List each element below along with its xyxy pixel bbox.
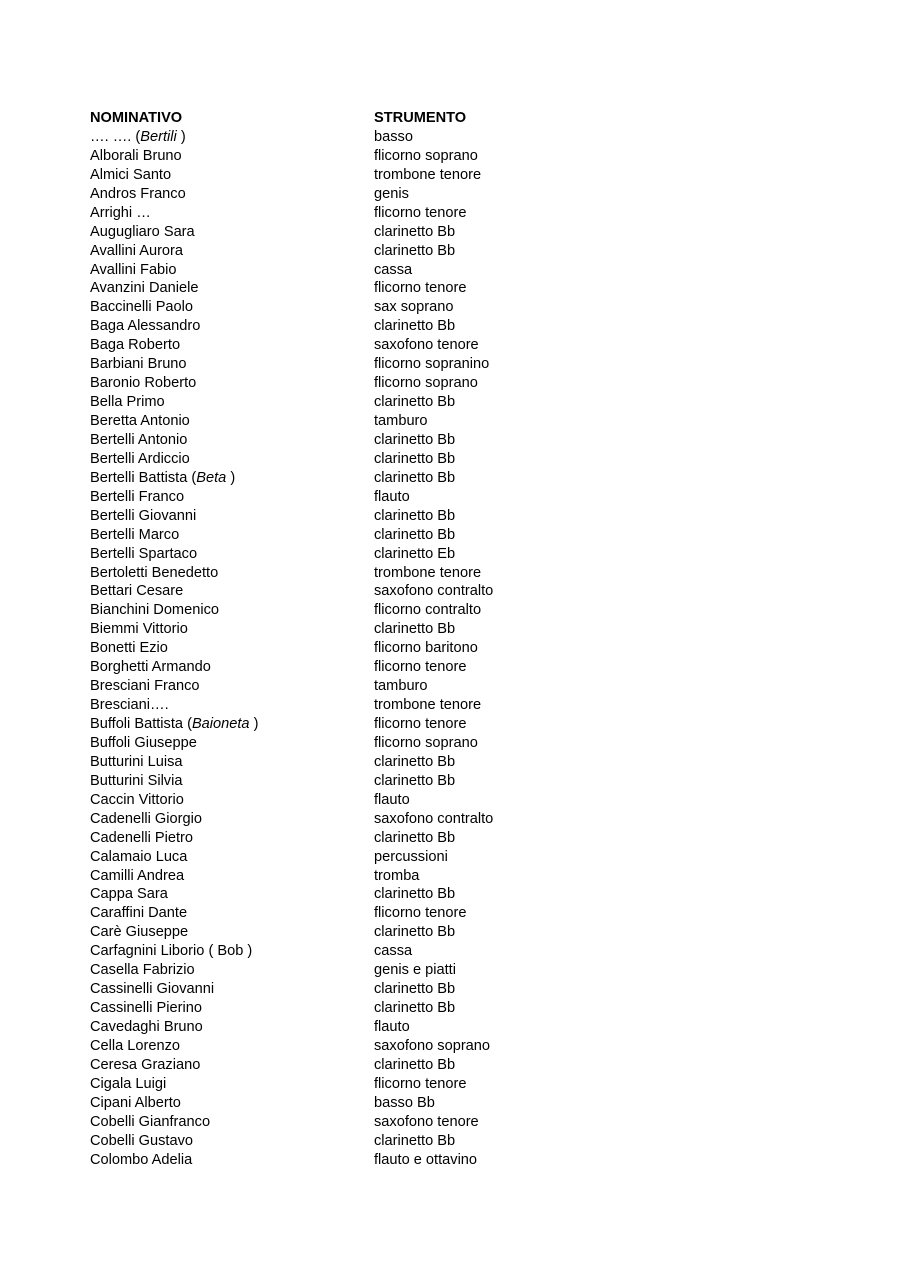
table-row (90, 620, 810, 639)
member-instrument: flicorno tenore (374, 280, 467, 297)
table-row (90, 393, 810, 412)
member-name (90, 904, 374, 923)
member-instrument: clarinetto Bb (374, 469, 456, 486)
member-name-text: Caraffini Dante (90, 905, 188, 922)
member-instrument: clarinetto Bb (374, 981, 456, 998)
table-row (90, 261, 810, 280)
member-instrument: basso Bb (374, 1094, 435, 1111)
member-name-text: Butturini Luisa (90, 753, 183, 770)
member-name-text: Baga Roberto (90, 337, 181, 354)
member-instrument: clarinetto Bb (374, 621, 456, 638)
member-instrument: trombone tenore (374, 564, 482, 581)
member-name-text: …. …. ( (90, 128, 141, 145)
member-name-text: Buffoli Giuseppe (90, 734, 197, 751)
member-name (90, 298, 374, 317)
table-header (90, 109, 810, 128)
member-instrument: flicorno baritono (374, 640, 478, 657)
member-name-text: Camilli Andrea (90, 867, 185, 884)
member-name-text: Andros Franco (90, 185, 186, 202)
member-instrument: genis e piatti (374, 962, 456, 979)
member-name-text: Bertoletti Benedetto (90, 564, 219, 581)
member-instrument: cassa (374, 943, 413, 960)
member-instrument: clarinetto Bb (374, 1000, 456, 1017)
member-name (90, 791, 374, 810)
member-name (90, 166, 374, 185)
member-name-text: Bertelli Antonio (90, 431, 188, 448)
member-name (90, 374, 374, 393)
member-instrument: clarinetto Bb (374, 242, 456, 259)
table-row (90, 412, 810, 431)
table-row (90, 336, 810, 355)
member-name-text: Almici Santo (90, 166, 172, 183)
member-name (90, 412, 374, 431)
member-name (90, 488, 374, 507)
table-row (90, 753, 810, 772)
member-instrument: flicorno tenore (374, 204, 467, 221)
header-strumento: STRUMENTO (374, 110, 467, 126)
member-name (90, 885, 374, 904)
member-name (90, 545, 374, 564)
member-name (90, 677, 374, 696)
member-name-text: Augugliaro Sara (90, 223, 195, 240)
table-row (90, 242, 810, 261)
member-name (90, 999, 374, 1018)
member-name (90, 601, 374, 620)
member-instrument: flicorno tenore (374, 716, 467, 732)
member-instrument: clarinetto Bb (374, 924, 456, 941)
member-name-text: Beretta Antonio (90, 413, 190, 429)
member-instrument: trombone tenore (374, 166, 482, 183)
member-name-text: Avallini Aurora (90, 242, 184, 259)
member-name (90, 1094, 374, 1113)
member-instrument: flauto (374, 488, 410, 505)
member-name (90, 829, 374, 848)
members-table (90, 109, 810, 1170)
table-row (90, 564, 810, 583)
member-name (90, 582, 374, 601)
table-row (90, 829, 810, 848)
member-name-text: Bertelli Franco (90, 488, 185, 505)
member-name-text: Calamaio Luca (90, 848, 188, 865)
table-row (90, 639, 810, 658)
member-name (90, 223, 374, 242)
member-name (90, 128, 374, 147)
member-instrument: tamburo (374, 413, 428, 429)
member-instrument: clarinetto Bb (374, 772, 456, 789)
member-name-text: Barbiani Bruno (90, 356, 187, 373)
member-nickname-close: ) (226, 469, 236, 486)
table-row (90, 904, 810, 923)
table-row (90, 1037, 810, 1056)
member-name (90, 507, 374, 526)
member-name (90, 242, 374, 261)
table-row (90, 677, 810, 696)
member-name (90, 526, 374, 545)
table-row (90, 374, 810, 393)
member-name-text: Avanzini Daniele (90, 280, 199, 297)
table-row (90, 980, 810, 999)
member-name (90, 715, 374, 734)
member-name (90, 753, 374, 772)
member-name-text: Bertelli Ardiccio (90, 450, 190, 467)
member-name-text: Arrighi … (90, 204, 151, 221)
table-row (90, 1018, 810, 1037)
member-name (90, 147, 374, 166)
table-row (90, 791, 810, 810)
member-instrument: percussioni (374, 848, 448, 865)
member-name-text: Bella Primo (90, 394, 165, 411)
table-row (90, 1113, 810, 1132)
member-name-text: Cassinelli Giovanni (90, 981, 215, 998)
member-instrument: genis (374, 185, 409, 202)
table-row (90, 1094, 810, 1113)
member-instrument: flicorno sopranino (374, 356, 490, 373)
member-name (90, 393, 374, 412)
member-name-text: Baronio Roberto (90, 375, 197, 392)
table-row (90, 658, 810, 677)
member-instrument: flicorno contralto (374, 602, 482, 619)
member-name-text: Buffoli Battista ( (90, 716, 192, 732)
member-nickname: Baioneta (191, 716, 250, 732)
table-row (90, 734, 810, 753)
member-name (90, 639, 374, 658)
member-instrument: clarinetto Bb (374, 1056, 456, 1073)
member-instrument: cassa (374, 261, 413, 278)
member-name-text: Bonetti Ezio (90, 640, 168, 657)
member-name (90, 1151, 374, 1170)
member-name (90, 564, 374, 583)
table-body (90, 128, 810, 1170)
member-name-text: Bertelli Giovanni (90, 507, 197, 524)
table-row (90, 696, 810, 715)
member-name-text: Bertelli Spartaco (90, 545, 198, 562)
member-name (90, 1132, 374, 1151)
table-row (90, 772, 810, 791)
member-instrument: clarinetto Bb (374, 507, 456, 524)
member-name-text: Biemmi Vittorio (90, 621, 188, 638)
member-instrument: clarinetto Bb (374, 886, 456, 903)
member-instrument: flicorno soprano (374, 734, 478, 751)
member-name-text: Cobelli Gustavo (90, 1132, 194, 1149)
table-row (90, 147, 810, 166)
member-instrument: saxofono soprano (374, 1037, 491, 1054)
member-instrument: clarinetto Bb (374, 318, 456, 335)
member-name-text: Bertelli Marco (90, 526, 180, 543)
member-name (90, 355, 374, 374)
member-name (90, 658, 374, 677)
table-row (90, 867, 810, 886)
table-row (90, 128, 810, 147)
table-row (90, 450, 810, 469)
member-name-text: Alborali Bruno (90, 147, 182, 164)
member-name-text: Cigala Luigi (90, 1075, 167, 1092)
table-row (90, 204, 810, 223)
member-name (90, 469, 374, 488)
member-instrument: sax soprano (374, 299, 454, 316)
member-name (90, 279, 374, 298)
member-instrument: clarinetto Eb (374, 545, 456, 562)
table-row (90, 223, 810, 242)
member-name-text: Bresciani…. (90, 697, 169, 714)
table-row (90, 355, 810, 374)
member-name-text: Butturini Silvia (90, 772, 183, 789)
member-name (90, 450, 374, 469)
member-name (90, 1075, 374, 1094)
member-name (90, 204, 374, 223)
member-name-text: Baccinelli Paolo (90, 299, 194, 316)
member-name-text: Carè Giuseppe (90, 924, 189, 941)
member-name-text: Colombo Adelia (90, 1151, 193, 1168)
member-name (90, 1056, 374, 1075)
member-name (90, 810, 374, 829)
member-name (90, 431, 374, 450)
member-instrument: clarinetto Bb (374, 753, 456, 770)
member-name-text: Cassinelli Pierino (90, 1000, 202, 1017)
member-name-text: Cappa Sara (90, 886, 168, 903)
table-row (90, 885, 810, 904)
table-row (90, 848, 810, 867)
member-nickname: Bertili (140, 128, 177, 145)
member-instrument: saxofono contralto (374, 583, 494, 600)
member-name (90, 734, 374, 753)
member-instrument: clarinetto Bb (374, 223, 456, 240)
member-name (90, 961, 374, 980)
table-row (90, 317, 810, 336)
member-name-text: Cadenelli Giorgio (90, 810, 202, 827)
table-row (90, 488, 810, 507)
member-instrument: trombone tenore (374, 697, 482, 714)
table-row (90, 961, 810, 980)
table-row (90, 582, 810, 601)
table-row (90, 923, 810, 942)
member-name (90, 867, 374, 886)
table-row (90, 431, 810, 450)
member-nickname: Beta (196, 469, 227, 486)
member-name-text: Bianchini Domenico (90, 602, 219, 619)
table-row (90, 507, 810, 526)
member-name-text: Bertelli Battista ( (90, 469, 197, 486)
member-nickname-close: ) (249, 716, 259, 732)
table-row (90, 185, 810, 204)
member-name-text: Cella Lorenzo (90, 1037, 181, 1054)
member-name-text: Cobelli Gianfranco (90, 1113, 211, 1130)
table-row (90, 526, 810, 545)
table-row (90, 1075, 810, 1094)
table-row (90, 1132, 810, 1151)
member-name-text: Casella Fabrizio (90, 962, 195, 979)
member-instrument: saxofono tenore (374, 1113, 479, 1130)
member-instrument: flauto (374, 791, 410, 808)
member-name (90, 336, 374, 355)
member-name-text: Baga Alessandro (90, 318, 201, 335)
member-instrument: flauto (374, 1019, 410, 1035)
table-row (90, 715, 810, 734)
member-name-text: Cipani Alberto (90, 1094, 181, 1111)
member-name-text: Borghetti Armando (90, 659, 211, 676)
member-instrument: clarinetto Bb (374, 394, 456, 411)
table-row (90, 298, 810, 317)
table-row (90, 1056, 810, 1075)
member-instrument: tromba (374, 867, 420, 884)
member-name (90, 185, 374, 204)
member-instrument: clarinetto Bb (374, 526, 456, 543)
member-name-text: Bettari Cesare (90, 583, 184, 600)
member-instrument: clarinetto Bb (374, 450, 456, 467)
member-name-text: Bresciani Franco (90, 678, 200, 695)
member-instrument: flicorno tenore (374, 659, 467, 676)
member-name-text: Avallini Fabio (90, 261, 177, 278)
member-instrument: clarinetto Bb (374, 829, 456, 846)
member-instrument: flicorno tenore (374, 1075, 467, 1092)
member-name (90, 1018, 374, 1037)
member-instrument: flicorno soprano (374, 375, 478, 392)
member-name-text: Carfagnini Liborio ( Bob ) (90, 943, 253, 960)
member-name (90, 1113, 374, 1132)
header-nominativo: NOMINATIVO (90, 110, 183, 126)
member-instrument: flicorno tenore (374, 905, 467, 922)
member-name-text: Caccin Vittorio (90, 791, 184, 808)
table-row (90, 279, 810, 298)
member-instrument: flicorno soprano (374, 147, 478, 164)
member-name (90, 980, 374, 999)
member-name (90, 696, 374, 715)
table-row (90, 810, 810, 829)
member-name (90, 848, 374, 867)
member-name (90, 261, 374, 280)
member-instrument: clarinetto Bb (374, 1132, 456, 1149)
member-name (90, 620, 374, 639)
table-row (90, 601, 810, 620)
table-row (90, 166, 810, 185)
member-name-text: Cavedaghi Bruno (90, 1019, 203, 1035)
table-row (90, 469, 810, 488)
member-instrument: saxofono tenore (374, 337, 479, 354)
member-instrument: tamburo (374, 678, 428, 695)
table-row (90, 942, 810, 961)
member-instrument: basso (374, 128, 413, 145)
member-instrument: saxofono contralto (374, 810, 494, 827)
member-name-text: Ceresa Graziano (90, 1056, 201, 1073)
member-name (90, 942, 374, 961)
member-instrument: flauto e ottavino (374, 1151, 478, 1168)
member-name-text: Cadenelli Pietro (90, 829, 194, 846)
member-name (90, 923, 374, 942)
member-name (90, 772, 374, 791)
member-instrument: clarinetto Bb (374, 431, 456, 448)
member-nickname-close: ) (176, 128, 186, 145)
member-name (90, 317, 374, 336)
member-name (90, 1037, 374, 1056)
table-row (90, 545, 810, 564)
table-row (90, 1151, 810, 1170)
table-row (90, 999, 810, 1018)
